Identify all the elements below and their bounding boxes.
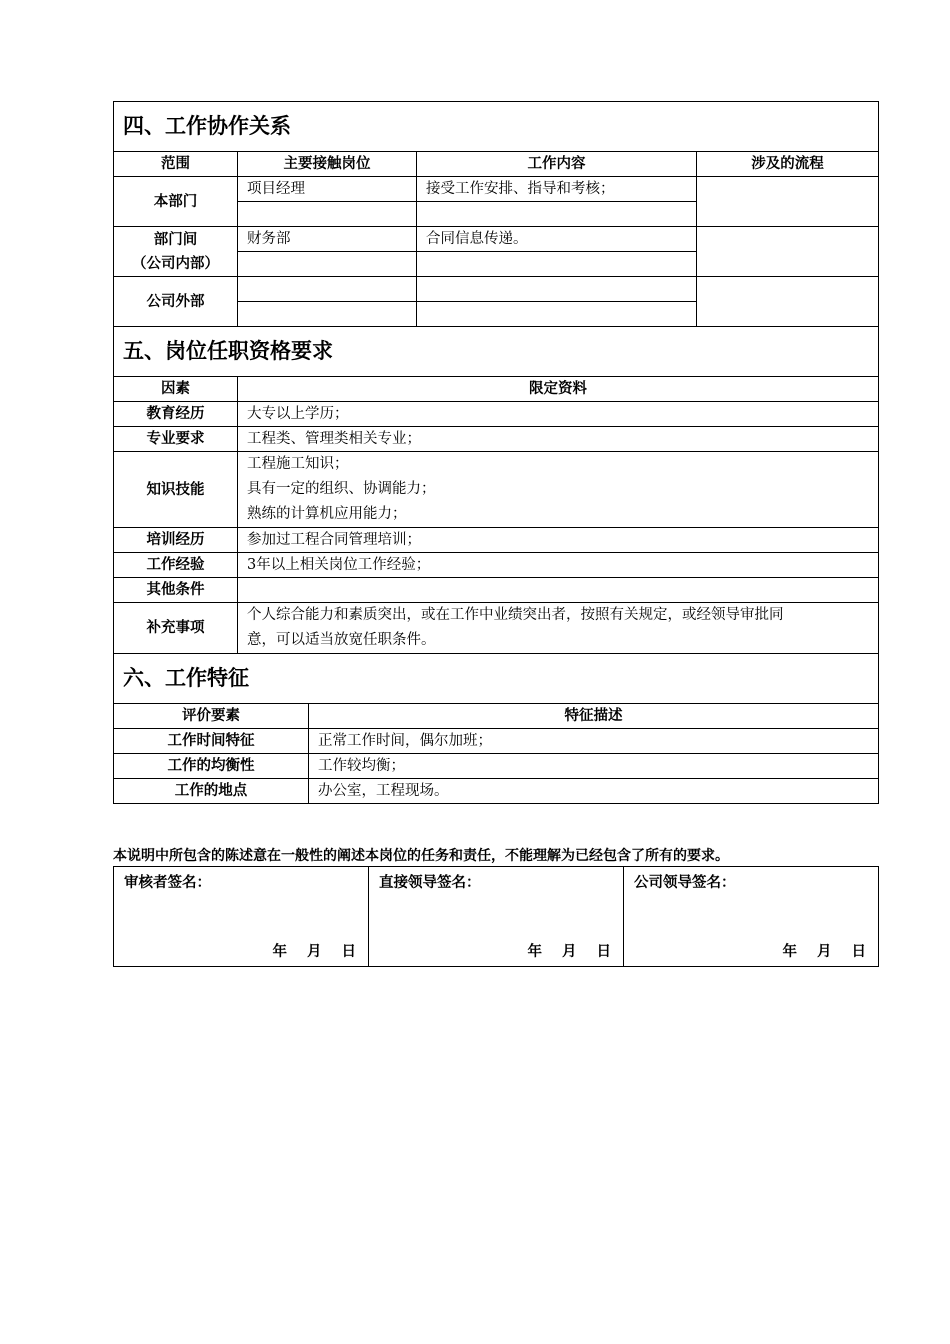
contact-position-cell [238,202,417,227]
month-label: 月 [817,944,832,960]
supplement-line: 个人综合能力和素质突出，或在工作中业绩突出者，按照有关规定，或经领导审批同 [247,607,784,623]
day-label: 日 [851,944,866,960]
contact-position-cell: 财务部 [238,227,417,252]
reviewer-signature-cell[interactable] [114,867,369,967]
header-feature-description: 特征描述 [309,704,879,729]
skills-line: 工程施工知识； [247,456,349,472]
signature-date [508,940,612,964]
feature-work-time: 工作时间特征 [114,729,309,754]
year-label: 年 [782,944,797,960]
header-factor: 因素 [114,377,238,402]
disclaimer-note: 本说明中所包含的陈述意在一般性的阐述本岗位的任务和责任，不能理解为已经包含了所有的要求。 [113,848,729,864]
skills-line: 熟练的计算机应用能力； [247,506,407,522]
requirement-training: 参加过工程合同管理培训； [238,528,879,553]
signature-table [113,866,879,967]
direct-leader-signature-label: 直接领导签名： [379,875,481,891]
section5-title: 五、岗位任职资格要求 [114,327,879,377]
factor-training: 培训经历 [114,528,238,553]
process-cell [697,177,879,227]
section6-title: 六、工作特征 [114,654,879,704]
header-contact-position: 主要接触岗位 [238,152,417,177]
factor-other: 其他条件 [114,578,238,603]
day-label: 日 [341,944,356,960]
requirement-experience: 3年以上相关岗位工作经验； [238,553,879,578]
feature-location-desc: 办公室，工程现场。 [309,779,879,804]
year-label: 年 [527,944,542,960]
requirement-supplement [238,603,879,654]
reviewer-signature-label: 审核者签名： [124,875,211,891]
feature-location: 工作的地点 [114,779,309,804]
scope-own-department: 本部门 [114,177,238,227]
year-label: 年 [272,944,287,960]
contact-position-cell: 项目经理 [238,177,417,202]
work-content-cell [417,202,697,227]
factor-education: 教育经历 [114,402,238,427]
direct-leader-signature-cell[interactable] [369,867,624,967]
process-cell [697,227,879,277]
scope-inter-department [114,227,238,277]
requirement-other [238,578,879,603]
header-evaluation-factor: 评价要素 [114,704,309,729]
contact-position-cell [238,302,417,327]
month-label: 月 [307,944,322,960]
header-work-content: 工作内容 [417,152,697,177]
day-label: 日 [596,944,611,960]
section4-title: 四、工作协作关系 [114,102,879,152]
scope-external: 公司外部 [114,277,238,327]
supplement-line: 意，可以适当放宽任职条件。 [247,632,436,648]
company-leader-signature-label: 公司领导签名： [634,875,736,891]
process-cell [697,277,879,327]
contact-position-cell [238,277,417,302]
requirement-education: 大专以上学历； [238,402,879,427]
header-process: 涉及的流程 [697,152,879,177]
feature-work-time-desc: 正常工作时间，偶尔加班； [309,729,879,754]
scope-line1: 部门间 [153,231,198,248]
job-description-table [113,101,879,804]
factor-major: 专业要求 [114,427,238,452]
signature-date [253,940,357,964]
requirement-major: 工程类、管理类相关专业； [238,427,879,452]
factor-supplement: 补充事项 [114,603,238,654]
skills-line: 具有一定的组织、协调能力； [247,481,436,497]
scope-line2: （公司内部） [132,255,219,272]
work-content-cell [417,277,697,302]
factor-skills: 知识技能 [114,452,238,528]
work-content-cell [417,302,697,327]
company-leader-signature-cell[interactable] [624,867,879,967]
header-scope: 范围 [114,152,238,177]
factor-experience: 工作经验 [114,553,238,578]
month-label: 月 [562,944,577,960]
feature-balance-desc: 工作较均衡； [309,754,879,779]
contact-position-cell [238,252,417,277]
work-content-cell [417,252,697,277]
header-requirement: 限定资料 [238,377,879,402]
signature-date [763,940,867,964]
work-content-cell: 合同信息传递。 [417,227,697,252]
feature-balance: 工作的均衡性 [114,754,309,779]
requirement-skills [238,452,879,528]
work-content-cell: 接受工作安排、指导和考核； [417,177,697,202]
